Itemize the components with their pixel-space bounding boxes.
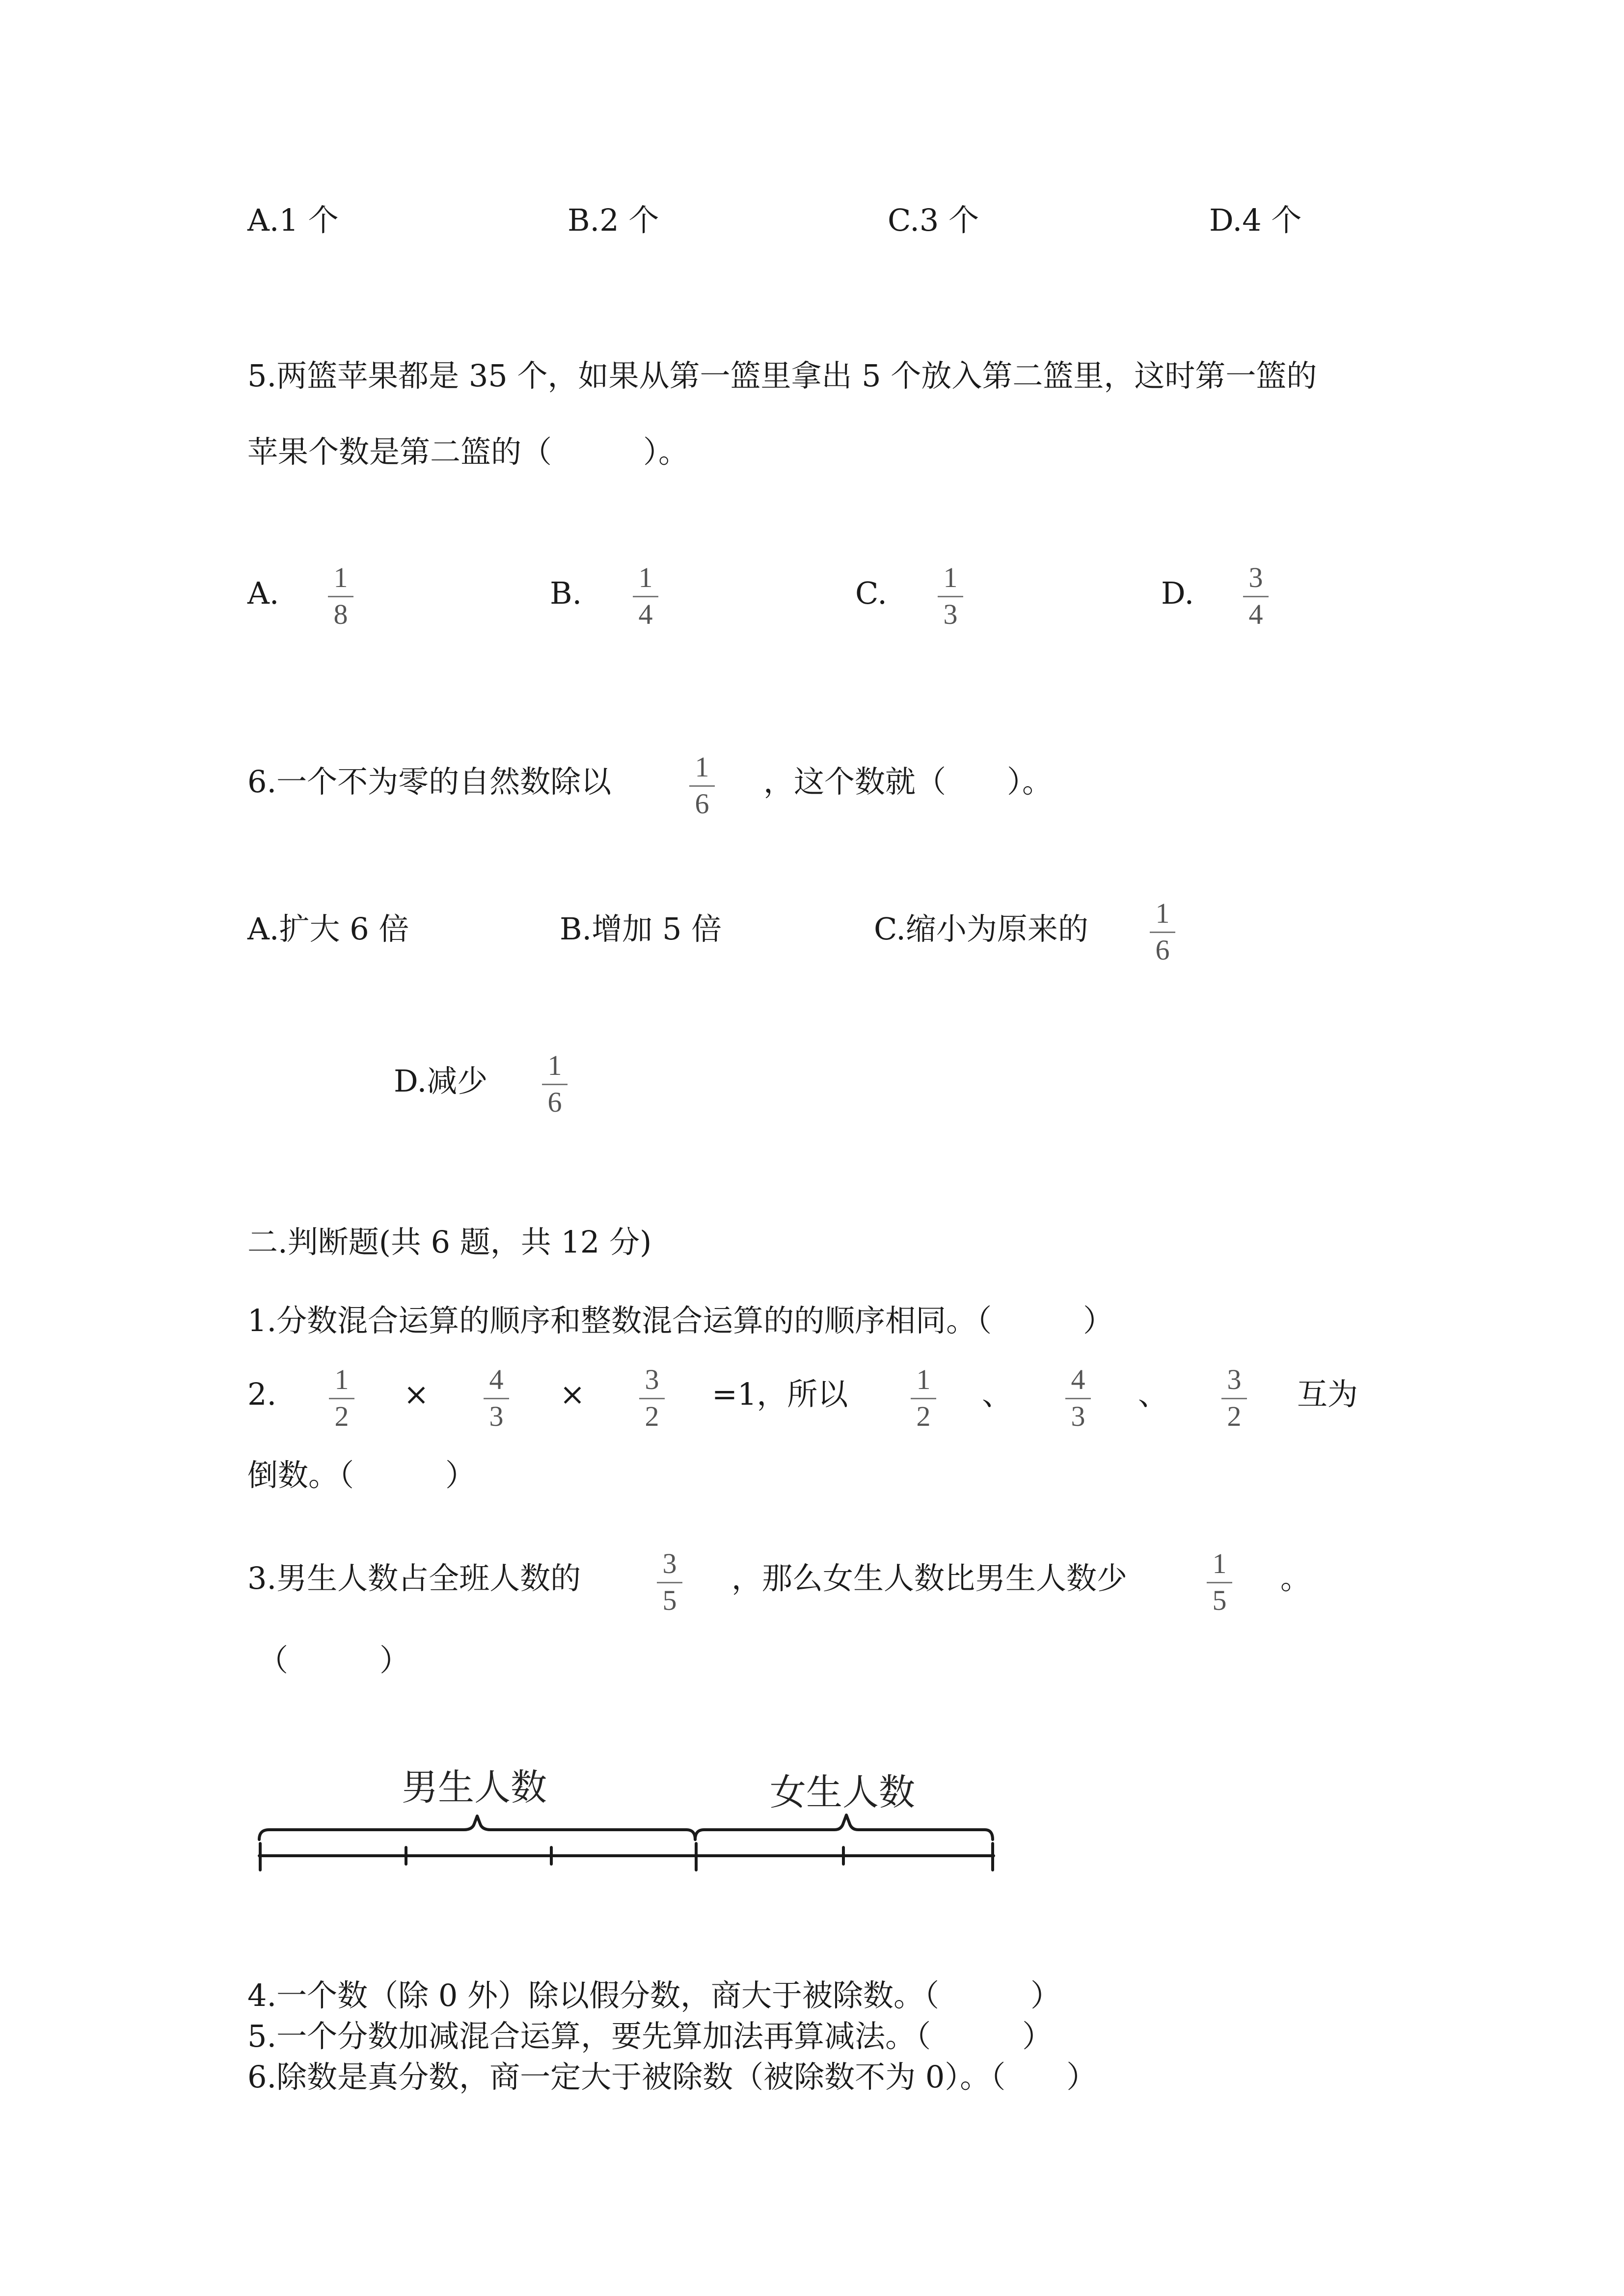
denominator: 6: [1155, 934, 1170, 966]
numerator: 4: [489, 1363, 504, 1395]
denominator: 2: [645, 1400, 659, 1432]
denominator: 3: [943, 598, 958, 630]
q6-option-c[interactable]: C.缩小为原来的: [874, 911, 1088, 947]
equals-text: =1，所以: [712, 1376, 848, 1412]
numerator: 1: [1212, 1548, 1227, 1579]
q6-option-a[interactable]: A.扩大 6 倍: [247, 911, 409, 947]
separator-1: 、: [982, 1376, 1013, 1412]
numerator: 3: [645, 1363, 659, 1395]
q6-stem-suffix: ，这个数就（ ）。: [763, 764, 1053, 800]
section-title: 二.判断题(共 6 题，共 12 分): [247, 1224, 652, 1260]
numerator: 1: [1155, 897, 1170, 929]
boys-brace: [259, 1816, 695, 1840]
numerator: 1: [638, 561, 653, 593]
q4-option-d[interactable]: D.4 个: [1209, 202, 1302, 238]
times-sign-1: ×: [404, 1376, 429, 1412]
q4-option-a[interactable]: A.1 个: [247, 202, 339, 238]
q5-option-b[interactable]: B.: [550, 575, 582, 611]
judge-q3-mid: ，那么女生人数比男生人数少: [731, 1560, 1128, 1596]
judge-q3-fraction-1: [657, 1549, 682, 1615]
judge-q2-fraction-6: [1221, 1365, 1247, 1431]
numerator: 1: [334, 1363, 349, 1395]
girls-brace: [695, 1815, 993, 1840]
judge-q3-prefix: 3.男生人数占全班人数的: [247, 1560, 581, 1596]
judge-q2-label: 2.: [247, 1376, 277, 1412]
denominator: 2: [334, 1400, 349, 1432]
judge-q1: 1.分数混合运算的顺序和整数混合运算的的顺序相同。（ ）: [247, 1303, 1114, 1338]
denominator: 3: [1071, 1400, 1085, 1432]
numerator: 1: [943, 561, 958, 593]
numerator: 4: [1071, 1363, 1085, 1395]
q5-stem-line1: 5.两篮苹果都是 35 个，如果从第一篮里拿出 5 个放入第二篮里，这时第一篮的: [247, 358, 1317, 394]
denominator: 6: [547, 1086, 562, 1118]
denominator: 6: [695, 788, 709, 820]
q5-stem-line2: 苹果个数是第二篮的（ ）。: [247, 434, 689, 470]
numerator: 3: [1227, 1363, 1242, 1395]
denominator: 3: [489, 1400, 504, 1432]
judge-q3-end: 。: [1280, 1560, 1311, 1596]
judge-q5: 5.一个分数加减混合运算，要先算加法再算减法。（ ）: [247, 2018, 1053, 2054]
numerator: 1: [547, 1049, 562, 1081]
judge-q2-line2: 倒数。（ ）: [247, 1457, 476, 1493]
q5-option-a-fraction: [328, 563, 353, 629]
judge-q6: 6.除数是真分数，商一定大于被除数（被除数不为 0）。（ ）: [247, 2059, 1097, 2095]
q6-option-c-fraction: [1150, 899, 1175, 964]
q6-stem-prefix: 6.一个不为零的自然数除以: [247, 764, 612, 800]
denominator: 5: [1212, 1584, 1227, 1616]
girls-count-label: 女生人数: [770, 1771, 915, 1814]
numerator: 3: [1248, 561, 1263, 593]
denominator: 8: [333, 598, 348, 630]
q4-option-b[interactable]: B.2 个: [568, 202, 659, 238]
q6-option-d-fraction: [542, 1051, 568, 1117]
q4-option-c[interactable]: C.3 个: [888, 202, 979, 238]
q5-option-c[interactable]: C.: [855, 575, 887, 611]
q5-option-d-fraction: [1243, 563, 1269, 629]
q6-stem-fraction: [689, 753, 715, 818]
judge-q2-tail: 互为: [1297, 1376, 1358, 1412]
segment-diagram: [245, 1806, 1011, 1885]
numerator: 1: [916, 1363, 931, 1395]
judge-q2-fraction-1: [329, 1365, 354, 1431]
separator-2: 、: [1138, 1376, 1169, 1412]
q5-option-b-fraction: [633, 563, 658, 629]
times-sign-2: ×: [560, 1376, 585, 1412]
boys-count-label: 男生人数: [402, 1766, 547, 1809]
q5-option-a[interactable]: A.: [247, 575, 279, 611]
q5-option-c-fraction: [938, 563, 963, 629]
judge-q2-fraction-4: [911, 1365, 936, 1431]
denominator: 4: [638, 598, 653, 630]
numerator: 1: [333, 561, 348, 593]
judge-q3-line2: （ ）: [258, 1642, 410, 1678]
numerator: 3: [662, 1548, 677, 1579]
q5-option-d[interactable]: D.: [1161, 575, 1194, 611]
judge-q2-fraction-3: [639, 1365, 665, 1431]
denominator: 2: [1227, 1400, 1242, 1432]
denominator: 4: [1248, 598, 1263, 630]
judge-q2-fraction-2: [484, 1365, 509, 1431]
q6-option-b[interactable]: B.增加 5 倍: [560, 911, 722, 947]
denominator: 5: [662, 1584, 677, 1616]
judge-q3-fraction-2: [1207, 1549, 1232, 1615]
judge-q4: 4.一个数（除 0 外）除以假分数，商大于被除数。（ ）: [247, 1977, 1061, 2013]
judge-q2-fraction-5: [1065, 1365, 1091, 1431]
numerator: 1: [695, 751, 709, 783]
denominator: 2: [916, 1400, 931, 1432]
q6-option-d[interactable]: D.减少: [394, 1063, 488, 1099]
